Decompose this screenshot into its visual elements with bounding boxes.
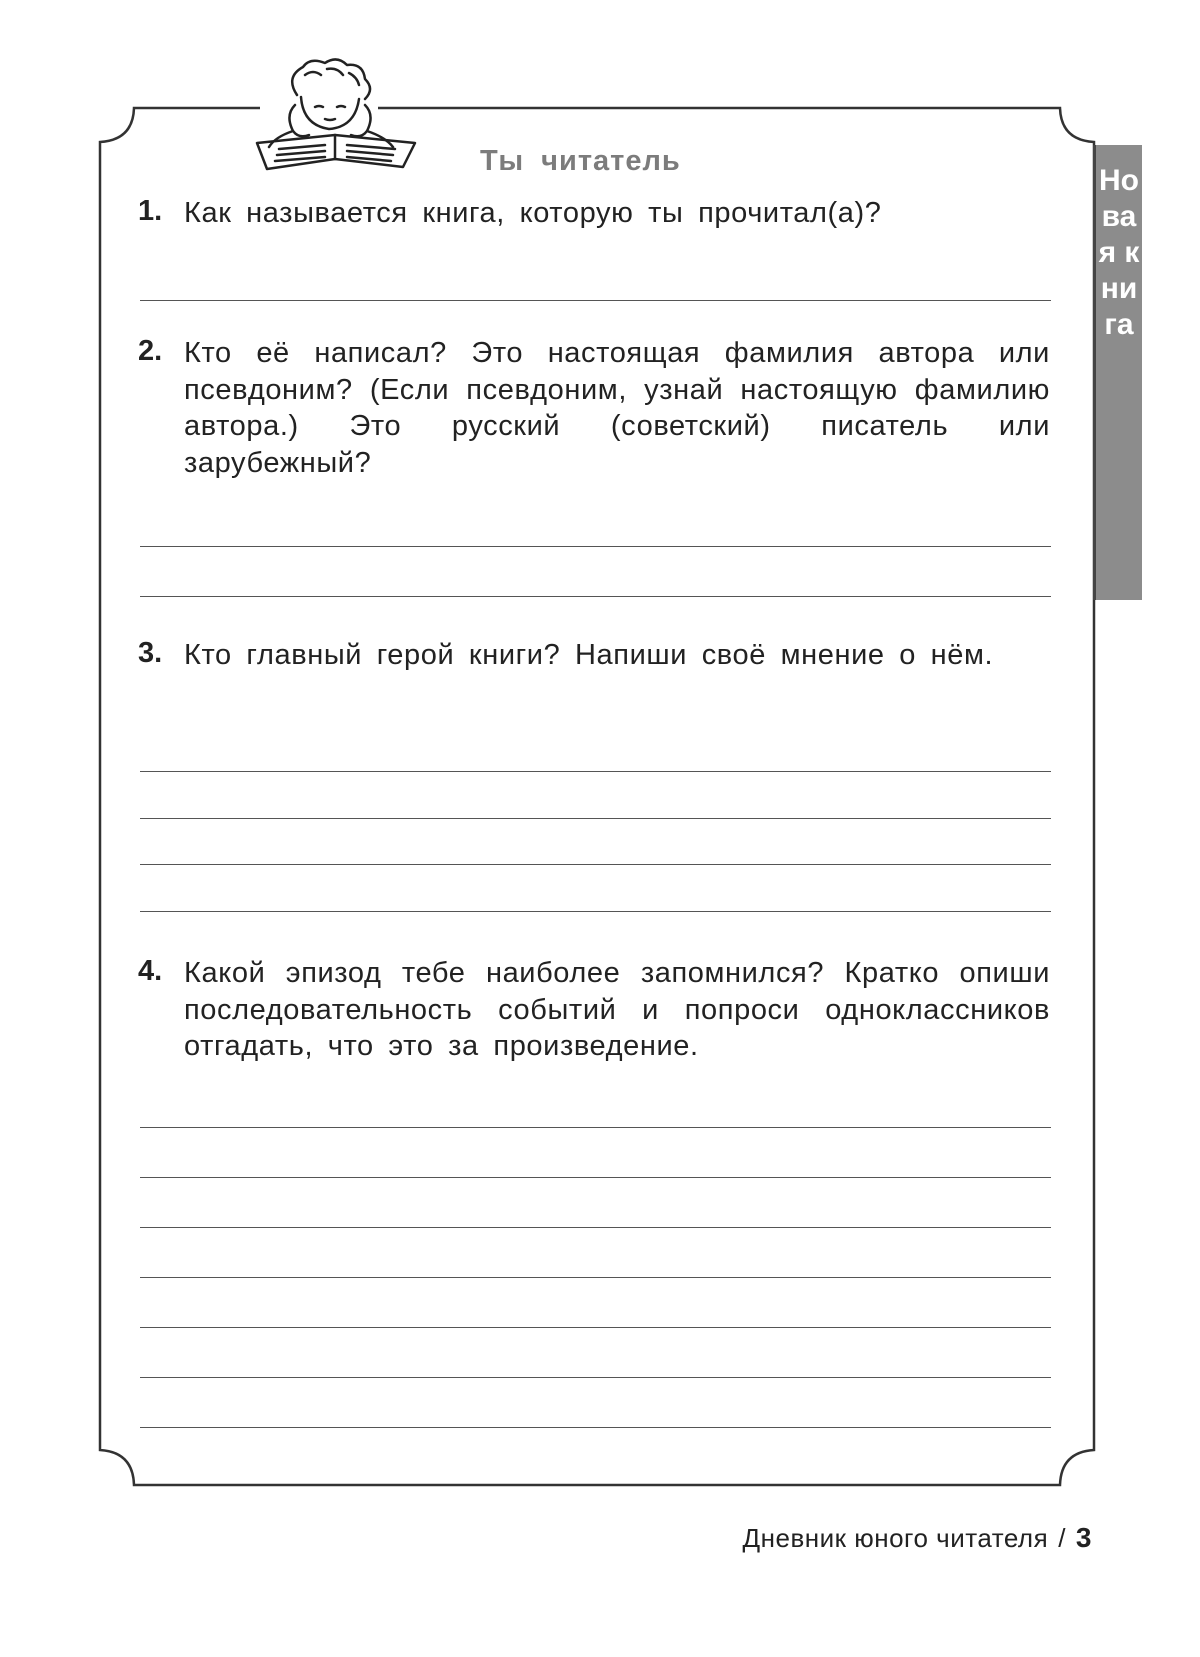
- answer-line-q1-1[interactable]: [140, 300, 1051, 301]
- answer-line-q4-6[interactable]: [140, 1377, 1051, 1378]
- question-4-text: Какой эпизод тебе наиболее запомнился? Кратко опиши последовательность событий и попроси одноклассников отгадать, что это за произведение.: [184, 957, 1050, 1062]
- answer-line-q3-3[interactable]: [140, 864, 1051, 865]
- footer-book-title: Дневник юного читателя: [742, 1523, 1049, 1553]
- question-3-text: Кто главный герой книги? Напиши своё мнение о нём.: [184, 639, 994, 671]
- question-2-text: Кто её написал? Это настоящая фамилия автора или псевдоним? (Если псевдоним, узнай настоящую фамилию автора.) Это русский (советский) писатель или зарубежный?: [184, 337, 1050, 479]
- answer-line-q3-1[interactable]: [140, 771, 1051, 772]
- footer-separator: /: [1058, 1523, 1066, 1553]
- question-2-number: 2.: [138, 335, 163, 367]
- side-tab: [1093, 145, 1142, 600]
- answer-line-q4-7[interactable]: [140, 1427, 1051, 1428]
- side-tab-label: Новая книга: [1098, 164, 1140, 341]
- question-1-text: Как называется книга, которую ты прочитал(а)?: [184, 197, 882, 229]
- answer-line-q3-4[interactable]: [140, 911, 1051, 912]
- answer-line-q4-4[interactable]: [140, 1277, 1051, 1278]
- question-3-number: 3.: [138, 637, 163, 669]
- boy-reading-book-icon: [255, 55, 425, 175]
- answer-line-q4-2[interactable]: [140, 1177, 1051, 1178]
- page-number: 3: [1075, 1522, 1092, 1553]
- question-1-number: 1.: [138, 195, 163, 227]
- page-footer: [743, 1522, 1092, 1554]
- answer-line-q4-3[interactable]: [140, 1227, 1051, 1228]
- answer-line-q3-2[interactable]: [140, 818, 1051, 819]
- question-4-number: 4.: [138, 955, 163, 987]
- answer-line-q4-5[interactable]: [140, 1327, 1051, 1328]
- answer-line-q4-1[interactable]: [140, 1127, 1051, 1128]
- section-title: Ты читатель: [480, 145, 681, 177]
- answer-line-q2-2[interactable]: [140, 596, 1051, 597]
- answer-line-q2-1[interactable]: [140, 546, 1051, 547]
